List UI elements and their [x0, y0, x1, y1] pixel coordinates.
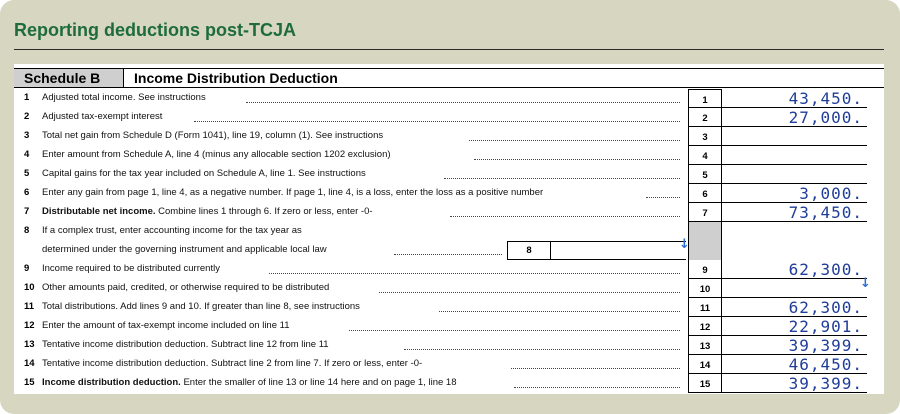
- panel-title: Reporting deductions post-TCJA: [14, 20, 296, 40]
- line-number: 4: [24, 149, 30, 160]
- schedule-header: [14, 68, 884, 88]
- form-line-7: [14, 203, 884, 222]
- line-8-amount-field[interactable]: [551, 241, 686, 260]
- line-amount-field[interactable]: [722, 146, 867, 165]
- leader-dots: [379, 292, 680, 293]
- schedule-label: Schedule B: [14, 69, 124, 87]
- leader-dots: [269, 273, 680, 274]
- line-number: 2: [24, 111, 30, 122]
- line-box-number: 12: [688, 317, 722, 336]
- line-amount-field[interactable]: [722, 127, 867, 146]
- line-description: Total distributions. Add lines 9 and 10. If greater than line 8, see instructions: [42, 301, 360, 312]
- line-description: Enter amount from Schedule A, line 4 (minus any allocable section 1202 exclusion): [42, 149, 391, 160]
- line-amount-field[interactable]: [722, 165, 867, 184]
- line-box-number: 10: [688, 279, 722, 298]
- line-amount-field[interactable]: 3,000.: [722, 184, 867, 203]
- leader-dots: [246, 102, 680, 103]
- schedule-b-form: [14, 64, 884, 394]
- form-line-10: [14, 276, 884, 298]
- form-line-3: [14, 127, 884, 146]
- line-amount-field[interactable]: [722, 279, 867, 298]
- form-line-14: [14, 355, 884, 374]
- leader-dots: [444, 178, 680, 179]
- line-description: Tentative income distribution deduction. Subtract line 12 from line 11: [42, 339, 329, 350]
- leader-dots: [394, 254, 502, 255]
- line-amount-field[interactable]: 22,901.: [722, 317, 867, 336]
- line-description-cont: determined under the governing instrument and applicable local law: [42, 244, 327, 255]
- form-line-8-cont: [14, 237, 884, 260]
- line-number: 10: [24, 282, 35, 293]
- form-line-11: [14, 298, 884, 317]
- line-number: 3: [24, 130, 30, 141]
- title-divider: [14, 49, 884, 50]
- line-amount-field[interactable]: 62,300.: [722, 260, 867, 279]
- arrow-down-icon: ↓: [860, 276, 871, 291]
- line-description: Adjusted tax-exempt interest: [42, 111, 163, 122]
- arrow-down-icon: ↓: [679, 237, 690, 252]
- line-text: Combine lines 1 through 6. If zero or less, enter -0-: [155, 206, 373, 217]
- form-line-4: [14, 146, 884, 165]
- line-amount-field[interactable]: 39,399.: [722, 336, 867, 355]
- line-number: 14: [24, 358, 35, 369]
- leader-dots: [439, 311, 680, 312]
- line-amount-field[interactable]: 73,450.: [722, 203, 867, 222]
- leader-dots: [194, 121, 680, 122]
- line-box-number: 11: [688, 298, 722, 317]
- line-description: Total net gain from Schedule D (Form 1041), line 19, column (1). See instructions: [42, 130, 384, 141]
- form-line-2: [14, 108, 884, 127]
- line-description: Income required to be distributed currently: [42, 263, 220, 274]
- line-bold-label: Distributable net income.: [42, 206, 156, 217]
- line-bold-label: Income distribution deduction.: [42, 377, 181, 388]
- line-description: Enter any gain from page 1, line 4, as a negative number. If page 1, line 4, is a loss, enter the loss as a positive number: [42, 187, 544, 198]
- line-description: Capital gains for the tax year included on Schedule A, line 1. See instructions: [42, 168, 366, 179]
- leader-dots: [404, 349, 680, 350]
- line-description: Tentative income distribution deduction. Subtract line 2 from line 7. If zero or less, enter -0-: [42, 358, 423, 369]
- line-number: 8: [24, 225, 30, 236]
- line-description: [42, 377, 457, 388]
- line-box-number: 13: [688, 336, 722, 355]
- line-8-box-number: 8: [507, 241, 551, 260]
- line-box-number: 2: [688, 108, 722, 127]
- line-amount-field[interactable]: 27,000.: [722, 108, 867, 127]
- line-number: 11: [24, 301, 35, 312]
- schedule-title: Income Distribution Deduction: [134, 70, 338, 86]
- leader-dots: [646, 197, 680, 198]
- line-description: If a complex trust, enter accounting income for the tax year as: [42, 225, 302, 236]
- line-amount-field[interactable]: 43,450.: [722, 89, 867, 108]
- form-line-15: [14, 374, 884, 393]
- line-box-number: 15: [688, 374, 722, 393]
- line-amount-field[interactable]: 46,450.: [722, 355, 867, 374]
- line-number: 1: [24, 92, 30, 103]
- line-number: 13: [24, 339, 35, 350]
- line-box-number: 1: [688, 89, 722, 108]
- line-number: 9: [24, 263, 30, 274]
- form-line-12: [14, 317, 884, 336]
- leader-dots: [469, 140, 680, 141]
- line-description: Other amounts paid, credited, or otherwise required to be distributed: [42, 282, 330, 293]
- line-description: Enter the amount of tax-exempt income included on line 11: [42, 320, 290, 331]
- line-number: 12: [24, 320, 35, 331]
- form-line-8: [14, 222, 884, 241]
- line-number: 7: [24, 206, 30, 217]
- leader-dots: [514, 387, 680, 388]
- form-line-1: [14, 89, 884, 108]
- form-line-5: [14, 165, 884, 184]
- line-box-number: 5: [688, 165, 722, 184]
- leader-dots: [450, 216, 680, 217]
- form-line-9: [14, 260, 884, 279]
- line-text: Enter the smaller of line 13 or line 14 here and on page 1, line 18: [180, 377, 457, 388]
- line-amount-field[interactable]: 62,300.: [722, 298, 867, 317]
- line-box-number: 3: [688, 127, 722, 146]
- line-box-number: 4: [688, 146, 722, 165]
- line-box-number: 9: [688, 260, 722, 279]
- leader-dots: [349, 330, 680, 331]
- line-box-number: 6: [688, 184, 722, 203]
- line-box-number: 7: [688, 203, 722, 222]
- line-number: 5: [24, 168, 30, 179]
- line-amount-field[interactable]: 39,399.: [722, 374, 867, 393]
- form-line-13: [14, 336, 884, 355]
- line-box-number: 14: [688, 355, 722, 374]
- leader-dots: [474, 159, 680, 160]
- line-description: [42, 206, 373, 217]
- line-number: 6: [24, 187, 30, 198]
- line-number: 15: [24, 377, 35, 388]
- leader-dots: [511, 368, 680, 369]
- form-line-6: [14, 184, 884, 203]
- line-description: Adjusted total income. See instructions: [42, 92, 206, 103]
